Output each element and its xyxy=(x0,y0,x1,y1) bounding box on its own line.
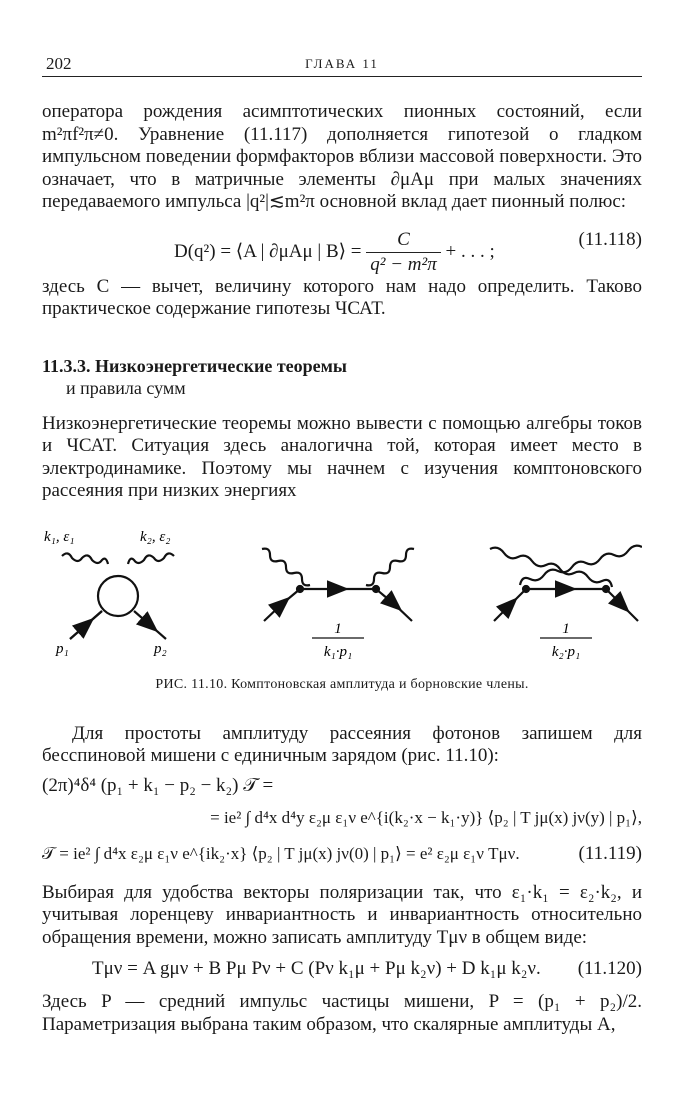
eq118-denominator: q² − m²π xyxy=(370,253,437,275)
label-k1e1: k₁, ε₁ xyxy=(44,528,75,545)
section-number: 11.3.3. xyxy=(42,355,91,376)
equation-11-118 xyxy=(42,218,642,275)
page-header xyxy=(42,52,642,77)
photon-k2 xyxy=(128,553,174,564)
eq-a-text: (2π)⁴δ⁴ (p₁ + k₁ − p₂ − k₂) 𝒯 = xyxy=(42,774,274,796)
figure-caption: РИС. 11.10. Комптоновская амплитуда и борновские члены. xyxy=(155,676,529,692)
line-p2-arrow xyxy=(134,611,166,639)
line-out-s xyxy=(376,589,412,621)
line-out-u xyxy=(606,589,638,621)
eq118-lhs: D(q²) = ⟨A | ∂μAμ | B⟩ = xyxy=(174,240,362,262)
photon-in-s xyxy=(262,548,310,585)
equation-amplitude-b xyxy=(42,806,642,830)
paragraph-3: Низкоэнергетические теоремы можно вывести с помощью алгебры токов и ЧСАТ. Ситуация здесь аналогична той, которая имеет место в электродинамике. Поэтому мы начнем с изучения комптоновского рассеяния при низких энергиях xyxy=(42,412,642,501)
compton-blob-diagram xyxy=(62,553,174,639)
page xyxy=(42,52,642,1036)
photon-out-s xyxy=(366,548,414,585)
frac3-numerator: 1 xyxy=(562,620,570,637)
paragraph-5: Выбирая для удобства векторы поляризации так, что ε₁·k₁ = ε₂·k₂, и учитывая лоренцеву инвариантность и инвариантность относительно обращения времени, можно записать амплитуду Tμν в общем виде: xyxy=(42,881,642,948)
eq118-fraction xyxy=(366,228,440,277)
eq120-label: (11.120) xyxy=(577,958,642,979)
paragraph-1: оператора рождения асимптотических пионных состояний, если m²πf²π≠0. Уравнение (11.117) дополняется гипотезой о гладком импульсном поведении формфакторов вблизи массовой поверхности. Это означает, что в матричные элементы ∂μAμ при малых значениях передаваемого импульса |q²|≲m²π основной вклад дает пионный полюс: xyxy=(42,101,642,212)
line-in-u xyxy=(494,589,526,621)
born-u-channel-diagram xyxy=(490,545,642,620)
label-p1: p₁ xyxy=(56,640,69,657)
section-title-line2: и правила сумм xyxy=(66,377,186,398)
paragraph-6: Здесь P — средний импульс частицы мишени, P = (p₁ + p₂)/2. Параметризация выбрана таким образом, что скалярные амплитуды A, xyxy=(42,991,642,1035)
feynman-figure xyxy=(42,521,642,671)
photon-k1 xyxy=(62,553,108,564)
frac2-denominator: k₁·p₁ xyxy=(323,643,353,660)
label-p2: p₂ xyxy=(154,640,167,657)
equation-11-120 xyxy=(42,957,642,985)
line-in-s xyxy=(264,589,300,621)
photon-crossed-1 xyxy=(490,547,612,586)
eq-b-text: = ie² ∫ d⁴x d⁴y ε₂μ ε₁ν e^{i(k₂·x − k₁·y)} ⟨p₂ | T jμ(x) jν(y) | p₁⟩, xyxy=(210,807,642,827)
born-s-channel-diagram xyxy=(262,548,414,620)
eq118-tail: + . . . ; xyxy=(445,240,495,262)
page-number: 202 xyxy=(46,54,72,73)
chapter-title: ГЛАВА 11 xyxy=(305,56,379,71)
eq118-numerator: C xyxy=(366,228,440,253)
paragraph-2: здесь C — вычет, величину которого нам надо определить. Таково практическое содержание гипотезы ЧСАТ. xyxy=(42,275,642,319)
eq119-text: 𝒯 = ie² ∫ d⁴x ε₂μ ε₁ν e^{ik₂·x} ⟨p₂ | T jμ(x) jν(0) | p₁⟩ = e² ε₂μ ε₁ν Tμν. xyxy=(42,843,520,863)
blob-circle xyxy=(98,576,138,616)
label-k2e2: k₂, ε₂ xyxy=(140,528,171,545)
frac2-numerator: 1 xyxy=(334,620,342,637)
section-heading xyxy=(42,355,642,377)
eq118-label: (11.118) xyxy=(578,228,642,250)
section-title-line1: Низкоэнергетические теоремы xyxy=(95,355,347,376)
line-p1-arrow xyxy=(70,611,102,639)
equation-11-119 xyxy=(42,842,642,868)
eq120-text: Tμν = A gμν + B Pμ Pν + C (Pν k₁μ + Pμ k₂ν) + D k₁μ k₂ν. xyxy=(92,958,541,979)
paragraph-4: Для простоты амплитуду рассеяния фотонов запишем для бесспиновой мишени с единичным зарядом (рис. 11.10): xyxy=(42,722,642,766)
eq119-label: (11.119) xyxy=(578,842,642,864)
equation-amplitude-a xyxy=(42,774,642,798)
frac3-denominator: k₂·p₁ xyxy=(551,643,581,660)
